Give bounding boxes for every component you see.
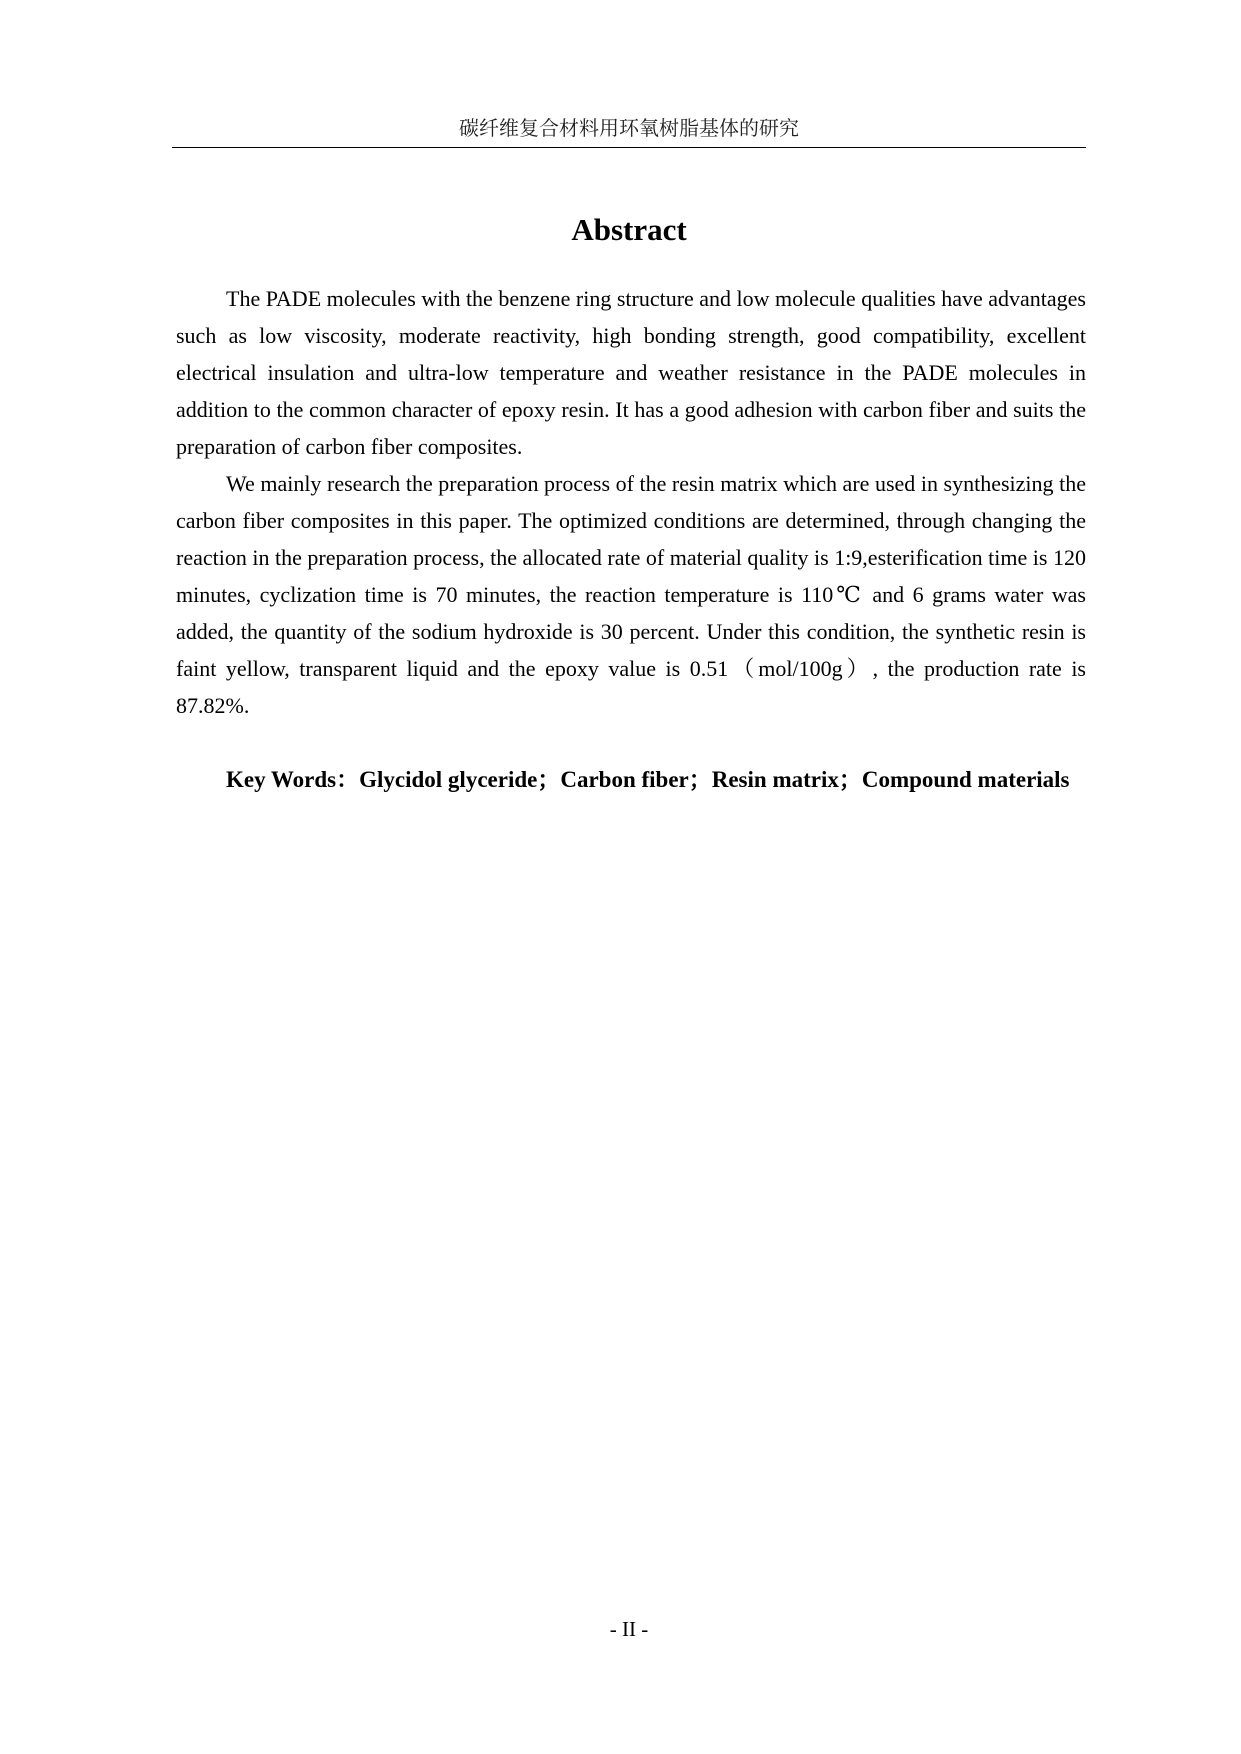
running-header-title: 碳纤维复合材料用环氧树脂基体的研究: [459, 118, 799, 140]
abstract-heading: Abstract: [571, 212, 687, 247]
key-words: Key Words：Glycidol glyceride；Carbon fiber；Resin matrix；Compound materials: [226, 767, 1070, 792]
abstract-paragraph-2: We mainly research the preparation process of the resin matrix which are used in synthesizing the carbon fiber composites in this paper. The optimized conditions are determined, through changing the reaction in the preparation process, the allocated rate of material quality is 1:9,esterification time is 120 minutes, cyclization time is 70 minutes, the reaction temperature is 110℃ and 6 grams water was added, the quantity of the sodium hydroxide is 30 percent. Under this condition, the synthetic resin is faint yellow, transparent liquid and the epoxy value is 0.51（mol/100g）, the production rate is 87.82%.: [176, 471, 1086, 718]
header-divider: [172, 147, 1086, 148]
abstract-body: [176, 280, 1086, 800]
abstract-paragraph-1: The PADE molecules with the benzene ring structure and low molecule qualities have advantages such as low viscosity, moderate reactivity, high bonding strength, good compatibility, excellent electrical insulation and ultra-low temperature and weather resistance in the PADE molecules in addition to the common character of epoxy resin. It has a good adhesion with carbon fiber and suits the preparation of carbon fiber composites.: [176, 286, 1086, 459]
page-number: - II -: [609, 1617, 649, 1641]
